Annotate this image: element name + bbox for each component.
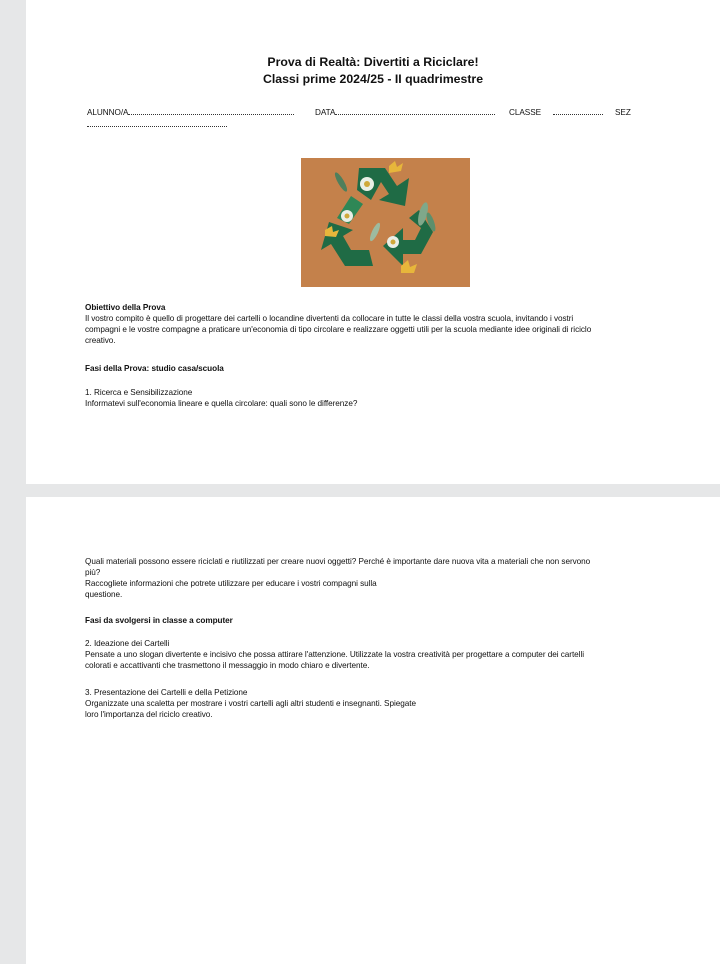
- recycle-illustration: [301, 158, 470, 287]
- classe-label: CLASSE: [509, 108, 542, 117]
- section-field[interactable]: [87, 119, 227, 130]
- question-line-1: Quali materiali possono essere riciclati e riutilizzati per creare nuovi oggetti? Perché è importante dare nuova vita a materiali che non servono: [85, 557, 591, 566]
- question-line-2: più?: [85, 568, 101, 577]
- page-2: [26, 497, 720, 964]
- sez-blank[interactable]: [87, 119, 227, 127]
- step-3-title: 3. Presentazione dei Cartelli e della Petizione: [85, 688, 248, 697]
- alunno-label: ALUNNO/A: [87, 108, 129, 117]
- step-2-title: 2. Ideazione dei Cartelli: [85, 639, 170, 648]
- obiettivo-heading: Obiettivo della Prova: [85, 303, 166, 312]
- classe-blank[interactable]: [553, 107, 603, 115]
- class-field[interactable]: [509, 107, 603, 118]
- student-name-field[interactable]: [87, 107, 294, 118]
- question-line-4: questione.: [85, 590, 123, 599]
- obiettivo-text-line-3: creativo.: [85, 336, 116, 345]
- document-title: Prova di Realtà: Divertiti a Riciclare!: [267, 55, 479, 69]
- section-label: SEZ: [615, 108, 631, 117]
- data-label: DATA: [315, 108, 336, 117]
- document-subtitle: Classi prime 2024/25 - II quadrimestre: [262, 72, 484, 86]
- step-1-text: Informatevi sull'economia lineare e quella circolare: quali sono le differenze?: [85, 399, 358, 408]
- alunno-blank[interactable]: [128, 107, 294, 115]
- data-blank[interactable]: [335, 107, 495, 115]
- step-3-text-line-1: Organizzate una scaletta per mostrare i vostri cartelli agli altri studenti e insegnanti. Spiegate: [85, 699, 416, 708]
- obiettivo-text-line-2: compagni e le vostre compagne a praticare un'economia di tipo circolare e realizzare oggetti utili per la scuola mediante idee originali di riciclo: [85, 325, 592, 334]
- fasi-computer-heading: Fasi da svolgersi in classe a computer: [85, 616, 233, 625]
- page-1: [26, 0, 720, 484]
- step-3-text-line-2: loro l'importanza del riciclo creativo.: [85, 710, 213, 719]
- obiettivo-text-line-1: Il vostro compito è quello di progettare dei cartelli o locandine divertenti da collocare in tutte le classi della vostra scuola, invitando i vostri: [85, 314, 574, 323]
- fasi-casa-heading: Fasi della Prova: studio casa/scuola: [85, 364, 224, 373]
- step-2-text-line-2: colorati e accattivanti che trasmettono il messaggio in modo chiaro e divertente.: [85, 661, 370, 670]
- question-line-3: Raccogliete informazioni che potrete utilizzare per educare i vostri compagni sulla: [85, 579, 377, 588]
- step-2-text-line-1: Pensate a uno slogan divertente e incisivo che possa attirare l'attenzione. Utilizzate la vostra creatività per progettare a computer dei cartelli: [85, 650, 584, 659]
- recycle-icon: [301, 158, 470, 287]
- date-field[interactable]: [315, 107, 495, 118]
- step-1-title: 1. Ricerca e Sensibilizzazione: [85, 388, 193, 397]
